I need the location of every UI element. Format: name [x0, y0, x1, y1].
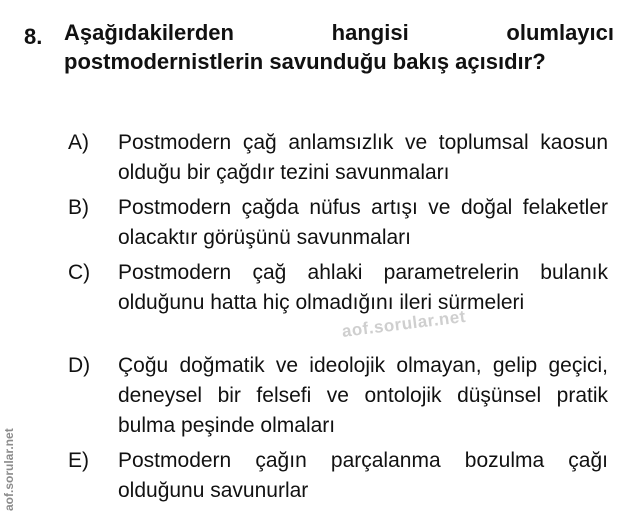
- watermark-side: aof.sorular.net: [2, 428, 16, 511]
- option-text: Postmodern çağ ahlaki parametrelerin bulanık olduğunu hatta hiç olmadığını ileri sürmeleri: [118, 261, 608, 314]
- watermark-center: aof.sorular.net: [340, 306, 467, 341]
- option-letter: B): [68, 196, 89, 219]
- option-letter: C): [68, 261, 91, 284]
- option-text: Çoğu doğmatik ve ideolojik olmayan, gelip geçici, deneysel bir felsefi ve ontolojik düşünsel pratik bulma peşinde olmaları: [118, 354, 608, 437]
- option-text: Postmodern çağın parçalanma bozulma çağı olduğunu savunurlar: [118, 449, 608, 502]
- option-letter: D): [68, 354, 91, 377]
- option-letter: A): [68, 131, 89, 154]
- option-letter: E): [68, 449, 89, 472]
- option-text: Postmodern çağ anlamsızlık ve toplumsal kaosun olduğu bir çağdır tezini savunmaları: [118, 131, 608, 184]
- option-text: Postmodern çağda nüfus artışı ve doğal felaketler olacaktır görüşünü savunmaları: [118, 196, 608, 249]
- question-stem: Aşağıdakilerden hangisi olumlayıcı postmodernistlerin savunduğu bakış açısıdır?: [64, 20, 614, 74]
- question-number: 8.: [24, 24, 43, 49]
